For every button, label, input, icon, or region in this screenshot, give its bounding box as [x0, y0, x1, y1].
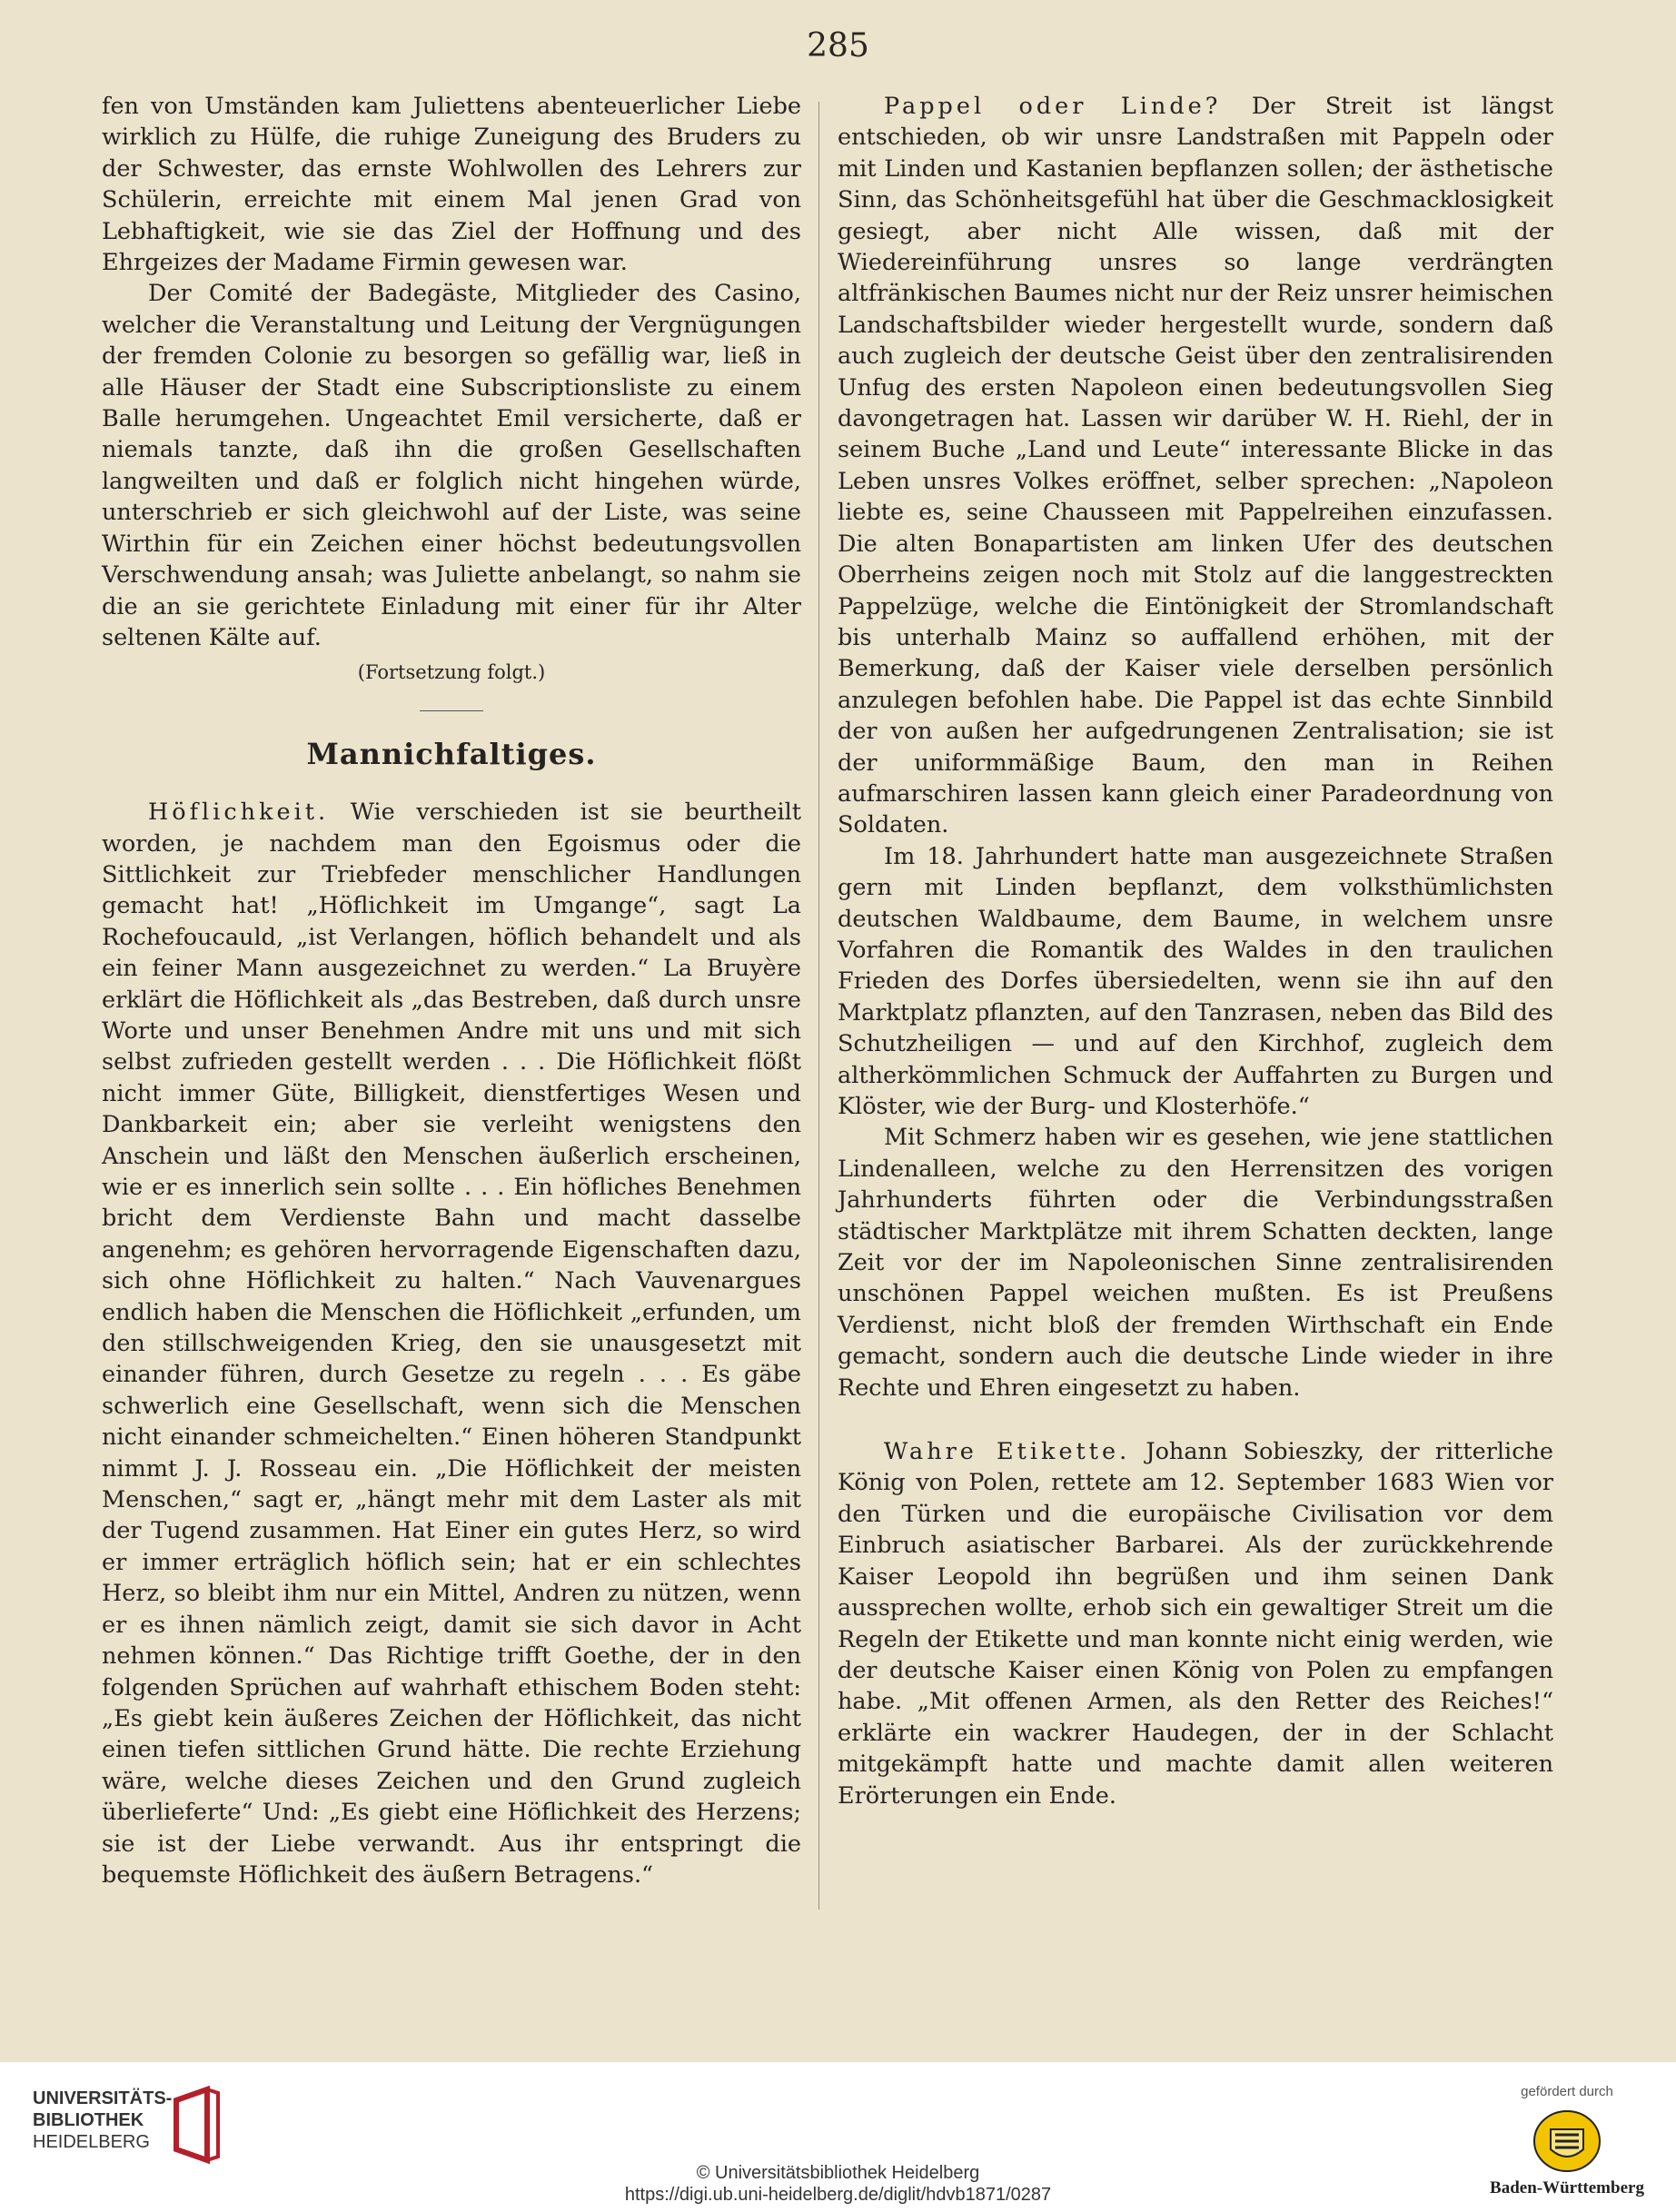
state-name: Baden-Württemberg: [1490, 2178, 1644, 2197]
copyright-line: © Universitätsbibliothek Heidelberg: [696, 2163, 980, 2183]
left-column: [102, 91, 801, 1890]
article-paragraph: Mit Schmerz haben wir es gesehen, wie jene stattlichen Lindenalleen, welche zu den Herrensitzen des vorigen Jahrhunderts führten oder die Verbindungsstraßen städtischer Marktplätze mit ihrem Schatten deckten, lange Zeit vor der im Napoleonischen Sinne zentralisirenden unschönen Pappel weichen mußten. Es ist Preußens Verdienst, nicht bloß der fremden Wirthschaft ein Ende gemacht, sondern auch die deutsche Linde wieder in ihre Rechte und Ehren eingesetzt zu haben.: [838, 1124, 1553, 1402]
section-heading: Mannichfaltiges.: [306, 736, 597, 771]
article-title: Höflichkeit.: [148, 799, 330, 827]
library-logo[interactable]: [33, 2088, 172, 2153]
funding-label: gefördert durch: [1521, 2084, 1613, 2099]
footer-bar: [0, 2062, 1676, 2212]
column-divider: [818, 102, 819, 1909]
state-crest-icon: [1531, 2108, 1603, 2175]
page-number: 285: [807, 27, 869, 64]
credit-text: [0, 2162, 1676, 2206]
library-name-line: BIBLIOTHEK: [33, 2110, 144, 2130]
article-body: Johann Sobieszky, der ritterliche König von Polen, rettete am 12. September 1683 Wien vor den Türken und die europäische Civilisation vor dem Einbruch asiatischer Barbarei. Als der zurückkehrende Kaiser Leopold ihn begrüßen und ihm seinen Dank aussprechen wollte, erhob sich ein gewaltiger Streit um die Regeln der Etikette und man konnte nicht einig werden, wie der deutsche Kaiser einen König von Polen zu empfangen habe. „Mit offenen Armen, als den Retter des Reiches!“ erklärte ein wackrer Haudegen, der in der Schlacht mitgekämpft hatte und machte damit allen weiteren Erörterungen ein Ende.: [838, 1438, 1553, 1810]
story-paragraph: fen von Umständen kam Juliettens abenteuerlicher Liebe wirklich zu Hülfe, die ruhige Zuneigung des Bruders zu der Schwester, das ernste Wohlwollen des Lehrers zur Schülerin, erreichte mit einem Mal jenen Grad von Lebhaftigkeit, wie sie das Ziel der Hoffnung und des Ehrgeizes der Madame Firmin gewesen war.: [102, 93, 801, 277]
library-name-line: HEIDELBERG: [33, 2132, 150, 2152]
article-poplar-or-linden: [838, 91, 1553, 841]
permalink[interactable]: https://digi.ub.uni-heidelberg.de/diglit/hdvb1871/0287: [624, 2185, 1052, 2205]
right-column: [838, 91, 1553, 1811]
article-body: Wie verschieden ist sie beurtheilt worden, je nachdem man den Egoismus oder die Sittlichkeit zur Triebfeder menschlicher Handlungen gemacht hat! „Höflichkeit im Umgange“, sagt La Rochefoucauld, „ist Verlangen, höflich behandelt und als ein feiner Mann ausgezeichnet zu werden.“ La Bruyère erklärt die Höflichkeit als „das Bestreben, daß durch unsre Worte und unser Benehmen Andre mit uns und mit sich selbst zufrieden gestellt werden . . . Die Höflichkeit flößt nicht immer Güte, Billigkeit, dienstfertiges Wesen und Dankbarkeit ein; aber sie verleiht wenigstens den Anschein und läßt den Menschen äußerlich erscheinen, wie er es innerlich sein sollte . . . Ein höfliches Benehmen bricht dem Verdienste Bahn und macht dasselbe angenehm; es gehören hervorragende Eigenschaften dazu, sich ohne Höflichkeit zu halten.“ Nach Vauvenargues endlich haben die Menschen die Höflichkeit „erfunden, um den stillschweigenden Krieg, den sie unausgesetzt mit einander führen, durch Gesetze zu regeln . . . Es gäbe schwerlich eine Gesellschaft, wenn sich die Menschen nicht einander schmeichelten.“ Einen höheren Standpunkt nimmt J. J. Rosseau ein. „Die Höflichkeit der meisten Menschen,“ sagt er, „hängt mehr mit dem Laster als mit der Tugend zusammen. Hat Einer ein gutes Herz, so wird er immer erträglich höflich sein; hat er ein schlechtes Herz, so bleibt ihm nur ein Mittel, Andren zu nützen, wenn er es ihnen nämlich zeigt, damit sie sich davor in Acht nehmen können.“ Das Richtige trifft Goethe, der in den folgenden Sprüchen auf wahrhaft ethischem Boden steht: „Es giebt kein äußeres Zeichen der Höflichkeit, das nicht einen tiefen sittlichen Grund hätte. Die rechte Erziehung wäre, welche dieses Zeichen und den Grund zugleich überlieferte“ Und: „Es giebt eine Höflichkeit des Herzens; sie ist der Liebe verwandt. Aus ihr entspringt die bequemste Höflichkeit des äußern Betragens.“: [102, 799, 801, 1889]
library-name-line: UNIVERSITÄTS-: [33, 2088, 173, 2108]
article-title: Wahre Etikette.: [884, 1438, 1131, 1466]
story-paragraph: Der Comité der Badegäste, Mitglieder des Casino, welcher die Veranstaltung und Leitung der Vergnügungen der fremden Colonie zu besorgen so gefällig war, ließ in alle Häuser der Stadt eine Subscriptionsliste zu einem Balle herumgehen. Ungeachtet Emil versicherte, daß er niemals tanzte, daß ihn die großen Gesellschaften langweilten und daß er folglich nicht hingehen würde, unterschrieb er sich gleichwohl auf der Liste, was seine Wirthin für ein Zeichen einer höchst bedeutungsvollen Verschwendung ansah; was Juliette anbelangt, so nahm sie die an sie gerichtete Einladung mit einer für ihr Alter seltenen Kälte auf.: [102, 280, 801, 651]
article-true-etiquette: [838, 1436, 1553, 1811]
article-paragraph: Im 18. Jahrhundert hatte man ausgezeichnete Straßen gern mit Linden bepflanzt, dem volksthümlichsten deutschen Waldbaume, dem Baume, in welchem unsre Vorfahren die Romantik des Waldes in den traulichen Frieden des Dorfes übersiedelten, wenn sie ihn auf den Marktplatz pflanzten, auf den Tanzrasen, neben das Bild des Schutzheiligen — und auf den Kirchhof, zugleich dem altherkömmlichen Schmuck der Auffahrten zu Burgen und Klöster, wie der Burg- und Klosterhöfe.“: [838, 842, 1553, 1120]
article-body: Der Streit ist längst entschieden, ob wir unsre Landstraßen mit Pappeln oder mit Linden und Kastanien bepflanzen sollen; der ästhetische Sinn, das Schönheitsgefühl hat über die Geschmacklosigkeit gesiegt, aber nicht Alle wissen, daß mit der Wiedereinführung unsres so lange verdrängten altfränkischen Baumes nicht nur der Reiz unsrer heimischen Landschaftsbilder wieder hergestellt wurde, sondern daß auch zugleich der deutsche Geist über den zentralisirenden Unfug des ersten Napoleon einen bedeutungsvollen Sieg davongetragen hat. Lassen wir darüber W. H. Riehl, der in seinem Buche „Land und Leute“ interessante Blicke in das Leben unsres Volkes eröffnet, selber sprechen: „Napoleon liebte es, seine Chausseen mit Pappelreihen einzufassen. Die alten Bonapartisten am linken Ufer des deutschen Oberrheins zeigen noch mit Stolz auf die langgestreckten Pappelzüge, welche die Eintönigkeit der Stromlandschaft bis unterhalb Mainz so auffallend erhöhen, mit der Bemerkung, daß der Kaiser viele derselben persönlich anzulegen befohlen habe. Die Pappel ist das echte Sinnbild der von außen her aufgedrungenen Zentralisation; sie ist der uniformmäßige Baum, den man in Reihen aufmarschiren lassen kann gleich einer Paradeordnung von Soldaten.: [838, 93, 1554, 839]
article-politeness: [102, 797, 801, 1890]
separator-rule: [420, 710, 483, 711]
spacer: [838, 1404, 1553, 1436]
continuation-note: (Fortsetzung folgt.): [357, 661, 546, 684]
article-title: Pappel oder Linde?: [884, 93, 1222, 120]
library-mark-icon: [169, 2082, 223, 2169]
